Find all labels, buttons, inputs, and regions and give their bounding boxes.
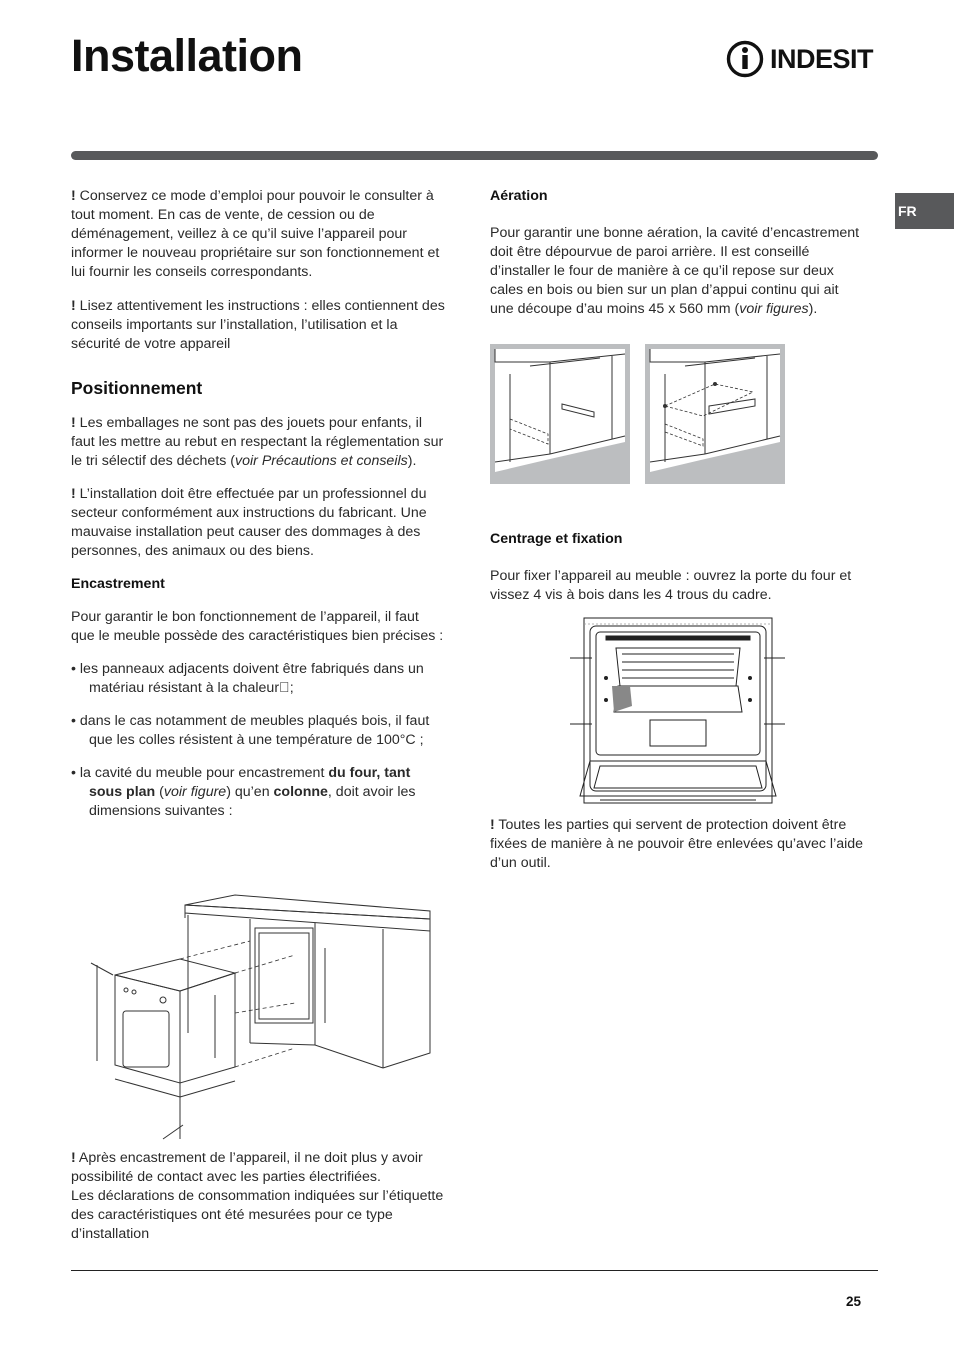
language-tab: FR bbox=[895, 193, 954, 229]
after-installation-paragraph: ! Après encastrement de l’appareil, il ne doit plus y avoir possibilité de contact avec les parties électrifiées. bbox=[71, 1150, 423, 1185]
aeration-figure-wood-blocks bbox=[490, 344, 630, 484]
protection-block bbox=[490, 816, 865, 873]
consumption-declaration-paragraph: Les déclarations de consommation indiquées sur l’étiquette des caractéristiques ont été mesurées pour ce type d’installation bbox=[71, 1188, 444, 1242]
left-column bbox=[71, 187, 446, 821]
built-in-cabinet-figure bbox=[85, 893, 435, 1143]
intro-paragraph-2: ! Lisez attentivement les instructions : elles contiennent des conseils importants sur l’installation, l’utilisation et la sécurité de votre appareil bbox=[71, 298, 445, 352]
subheading-centrage: Centrage et fixation bbox=[490, 531, 623, 547]
aeration-figure-continuous-support bbox=[645, 344, 785, 484]
aeration-paragraph: Pour garantir une bonne aération, la cavité d’encastrement doit être dépourvue de paroi arrière. Il est conseillé d’installer le four de manière à ce qu’il repose sur deux cales en bois ou bien sur un plan d’appui continu qui ait une découpe d’au moins 45 x 560 mm (voir figures). bbox=[490, 225, 860, 317]
encastrement-intro: Pour garantir le bon fonctionnement de l’appareil, il faut que le meuble possède des caractéristiques bien précises : bbox=[71, 609, 444, 644]
subheading-aeration: Aération bbox=[490, 188, 548, 204]
positionnement-paragraph-2: ! L’installation doit être effectuée par un professionnel du secteur conformément aux instructions du fabricant. Une mauvaise installation peut causer des dommages à des personnes, des animaux ou des biens. bbox=[71, 486, 427, 559]
centrage-paragraph: Pour fixer l’appareil au meuble : ouvrez la porte du four et vissez 4 vis à bois dans les 4 trous du cadre. bbox=[490, 568, 852, 603]
bullet-item-1: • les panneaux adjacents doivent être fabriqués dans un matériau résistant à la chaleur ; bbox=[71, 661, 424, 696]
brand-name: INDESIT bbox=[770, 44, 874, 74]
positionnement-paragraph-1: ! Les emballages ne sont pas des jouets pour enfants, il faut les mettre au rebut en respectant la réglementation sur le tri sélectif des déchets (voir Précautions et conseils). bbox=[71, 415, 444, 469]
right-column bbox=[490, 187, 865, 319]
centrage-block bbox=[490, 530, 865, 605]
bullet-item-2: • dans le cas notamment de meubles plaqués bois, il faut que les colles résistent à une température de 100°C ; bbox=[71, 713, 430, 748]
bullet-item-3: • la cavité du meuble pour encastrement du four, tant sous plan (voir figure) qu’en colonne, doit avoir les dimensions suivantes : bbox=[71, 765, 416, 819]
oven-fixation-figure bbox=[570, 616, 785, 810]
protection-paragraph: ! Toutes les parties qui servent de protection doivent être fixées de manière à ne pouvoir être enlevées qu’avec l’aide d’un outil. bbox=[490, 817, 864, 871]
after-installation-block bbox=[71, 1149, 446, 1244]
footer-rule bbox=[71, 1270, 878, 1271]
subheading-encastrement: Encastrement bbox=[71, 576, 165, 592]
intro-paragraph-1: ! Conservez ce mode d’emploi pour pouvoir le consulter à tout moment. En cas de vente, de cession ou de déménagement, veillez à ce qu’il suive l’appareil pour informer le nouveau propriétaire sur son fonctionnement et lui fournir les conseils correspondants. bbox=[71, 188, 440, 280]
header-rule bbox=[71, 151, 878, 160]
page-number: 25 bbox=[846, 1294, 862, 1309]
indesit-logo bbox=[726, 38, 878, 80]
section-heading-positionnement: Positionnement bbox=[71, 378, 203, 398]
indesit-i-logo-icon bbox=[726, 38, 766, 80]
page-title: Installation bbox=[71, 30, 303, 81]
